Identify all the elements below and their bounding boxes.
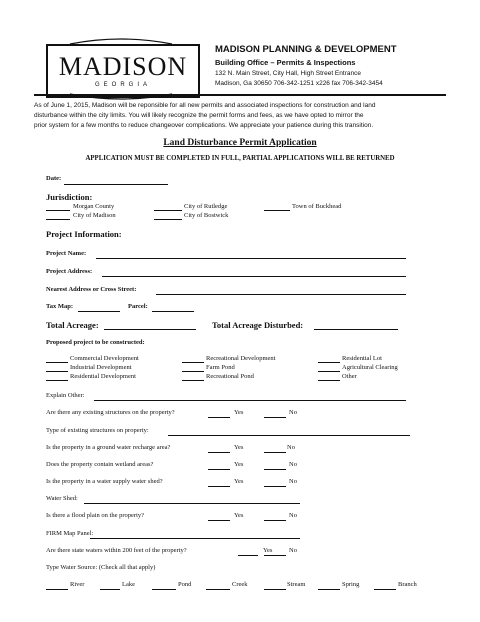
q-water-shed: Water Shed: — [46, 495, 78, 502]
water-lake-checkbox[interactable] — [100, 582, 120, 590]
q-flood-no-label: No — [289, 512, 297, 519]
q-state-waters-no-checkbox[interactable] — [264, 548, 286, 556]
tax-map-label: Tax Map: — [46, 303, 74, 310]
proposed-commercial-label: Commercial Development — [70, 355, 139, 362]
q-recharge: Is the property in a ground water recharge area? — [46, 444, 171, 451]
proposed-recreational-pond-checkbox[interactable] — [182, 373, 204, 381]
water-branch-checkbox[interactable] — [374, 582, 396, 590]
proposed-residential-lot-label: Residential Lot — [342, 355, 382, 362]
proposed-residential-checkbox[interactable] — [46, 373, 68, 381]
proposed-other-checkbox[interactable] — [318, 373, 340, 381]
q-watershed-yes-checkbox[interactable] — [208, 479, 230, 487]
notice-line-1: As of June 1, 2015, Madison will be reponsible for all new permits and associated inspections for construction and land — [34, 102, 376, 109]
q-state-waters-yes-checkbox[interactable] — [238, 548, 258, 556]
form-title: Land Disturbance Permit Application — [163, 138, 317, 148]
q-state-waters: Are there state waters within 200 feet of the property? — [46, 547, 187, 554]
q-type-structures: Type of existing structures on property: — [46, 427, 149, 434]
total-acreage-label: Total Acreage: — [46, 320, 99, 330]
water-river-checkbox[interactable] — [46, 582, 68, 590]
q-firm: FIRM Map Panel: — [46, 530, 94, 537]
logo-flourish-icon — [40, 38, 202, 100]
proposed-residential-lot-checkbox[interactable] — [318, 355, 340, 363]
total-acreage-field[interactable] — [104, 322, 196, 330]
q-type-structures-field[interactable] — [168, 428, 410, 436]
water-creek-checkbox[interactable] — [206, 582, 230, 590]
proposed-farm-pond-label: Farm Pond — [206, 364, 235, 371]
water-spring-checkbox[interactable] — [318, 582, 340, 590]
proposed-industrial-label: Industrial Development — [70, 364, 132, 371]
proposed-agricultural-label: Agricultural Clearing — [342, 364, 398, 371]
q-flood-yes-checkbox[interactable] — [208, 513, 230, 521]
proposed-farm-pond-checkbox[interactable] — [182, 364, 204, 372]
jurisdiction-morgan-label: Morgan County — [73, 203, 115, 210]
jurisdiction-madison-checkbox[interactable] — [46, 212, 70, 220]
q-flood: Is there a flood plain on the property? — [46, 512, 145, 519]
q-wetland-no-label: No — [289, 461, 297, 468]
parcel-field[interactable] — [152, 304, 194, 312]
proposed-agricultural-checkbox[interactable] — [318, 364, 340, 372]
jurisdiction-morgan-checkbox[interactable] — [46, 203, 70, 211]
q-state-waters-no-label: No — [289, 547, 297, 554]
proposed-residential-label: Residential Development — [70, 373, 136, 380]
date-label: Date: — [46, 175, 62, 182]
proposed-recreational-dev-label: Recreational Development — [206, 355, 276, 362]
project-address-field[interactable] — [102, 269, 406, 277]
proposed-commercial-checkbox[interactable] — [46, 355, 68, 363]
q-existing-yes-label: Yes — [234, 409, 244, 416]
q-existing-yes-checkbox[interactable] — [208, 410, 230, 418]
q-watershed-no-checkbox[interactable] — [264, 479, 286, 487]
water-pond-checkbox[interactable] — [152, 582, 176, 590]
water-creek-label: Creek — [232, 581, 248, 588]
q-recharge-yes-checkbox[interactable] — [208, 445, 230, 453]
notice-line-3: prior system for a few months to reduce changeover complications. We appreciate your patience during this transition. — [34, 122, 374, 129]
q-wetland-yes-label: Yes — [234, 461, 244, 468]
q-recharge-no-label: No — [287, 444, 295, 451]
q-existing-structures: Are there any existing structures on the property? — [46, 409, 175, 416]
jurisdiction-bostwick-label: City of Bostwick — [184, 212, 229, 219]
address-line-1: 132 N. Main Street, City Hall, High Street Entrance — [215, 70, 361, 77]
date-field[interactable] — [64, 177, 168, 185]
form-instruction: APPLICATION MUST BE COMPLETED IN FULL, PARTIAL APPLICATIONS WILL BE RETURNED — [85, 155, 395, 162]
org-name: MADISON PLANNING & DEVELOPMENT — [215, 44, 397, 55]
notice-line-2: disturbance within the city limits. You will likely recognize the permit forms and fees, as we have opted to mirror the — [34, 112, 364, 119]
jurisdiction-rutledge-checkbox[interactable] — [154, 203, 182, 211]
logo-word: MADISON — [58, 52, 188, 81]
q-wetland-no-checkbox[interactable] — [264, 462, 286, 470]
water-spring-label: Spring — [342, 581, 360, 588]
water-stream-checkbox[interactable] — [264, 582, 286, 590]
q-watershed-yes-label: Yes — [234, 478, 244, 485]
jurisdiction-buckhead-label: Town of Buckhead — [292, 203, 342, 210]
jurisdiction-buckhead-checkbox[interactable] — [264, 203, 290, 211]
q-existing-no-checkbox[interactable] — [264, 410, 286, 418]
water-branch-label: Branch — [398, 581, 417, 588]
office-name: Building Office – Permits & Inspections — [215, 58, 356, 67]
explain-other-field[interactable] — [94, 393, 406, 401]
tax-map-field[interactable] — [78, 304, 120, 312]
q-water-source: Type Water Source: (Check all that apply) — [46, 564, 156, 571]
proposed-recreational-dev-checkbox[interactable] — [182, 355, 204, 363]
parcel-label: Parcel: — [128, 303, 148, 310]
explain-other-label: Explain Other: — [46, 392, 85, 399]
project-name-label: Project Name: — [46, 250, 87, 257]
nearest-address-field[interactable] — [156, 287, 406, 295]
q-wetland-yes-checkbox[interactable] — [208, 462, 230, 470]
proposed-heading: Proposed project to be constructed: — [46, 339, 145, 346]
q-watershed: Is the property in a water supply water shed? — [46, 478, 163, 485]
q-watershed-no-label: No — [289, 478, 297, 485]
nearest-address-label: Nearest Address or Cross Street: — [46, 286, 137, 293]
q-state-waters-yes-label: Yes — [263, 547, 273, 554]
jurisdiction-heading: Jurisdiction: — [46, 192, 93, 202]
water-pond-label: Pond — [178, 581, 192, 588]
total-acreage-disturbed-field[interactable] — [314, 322, 398, 330]
q-existing-no-label: No — [289, 409, 297, 416]
proposed-recreational-pond-label: Recreational Pond — [206, 373, 254, 380]
q-flood-no-checkbox[interactable] — [264, 513, 286, 521]
address-line-2: Madison, Ga 30650 706-342-1251 x226 fax 706-342-3454 — [215, 80, 383, 87]
q-wetland: Does the property contain wetland areas? — [46, 461, 154, 468]
jurisdiction-bostwick-checkbox[interactable] — [154, 212, 182, 220]
project-address-label: Project Address: — [46, 268, 93, 275]
jurisdiction-madison-label: City of Madison — [73, 212, 116, 219]
jurisdiction-rutledge-label: City of Rutledge — [184, 203, 228, 210]
total-acreage-disturbed-label: Total Acreage Disturbed: — [212, 320, 304, 330]
water-stream-label: Stream — [287, 581, 306, 588]
proposed-other-label: Other — [342, 373, 357, 380]
water-lake-label: Lake — [122, 581, 135, 588]
project-info-heading: Project Information: — [46, 229, 122, 239]
logo-sub: GEORGIA — [94, 82, 151, 88]
water-river-label: River — [70, 581, 85, 588]
q-recharge-no-checkbox[interactable] — [264, 445, 286, 453]
q-firm-field[interactable] — [90, 531, 300, 539]
project-name-field[interactable] — [96, 251, 406, 259]
q-flood-yes-label: Yes — [234, 512, 244, 519]
q-recharge-yes-label: Yes — [234, 444, 244, 451]
q-water-shed-field[interactable] — [84, 496, 300, 504]
header-divider — [34, 94, 446, 96]
proposed-industrial-checkbox[interactable] — [46, 364, 68, 372]
